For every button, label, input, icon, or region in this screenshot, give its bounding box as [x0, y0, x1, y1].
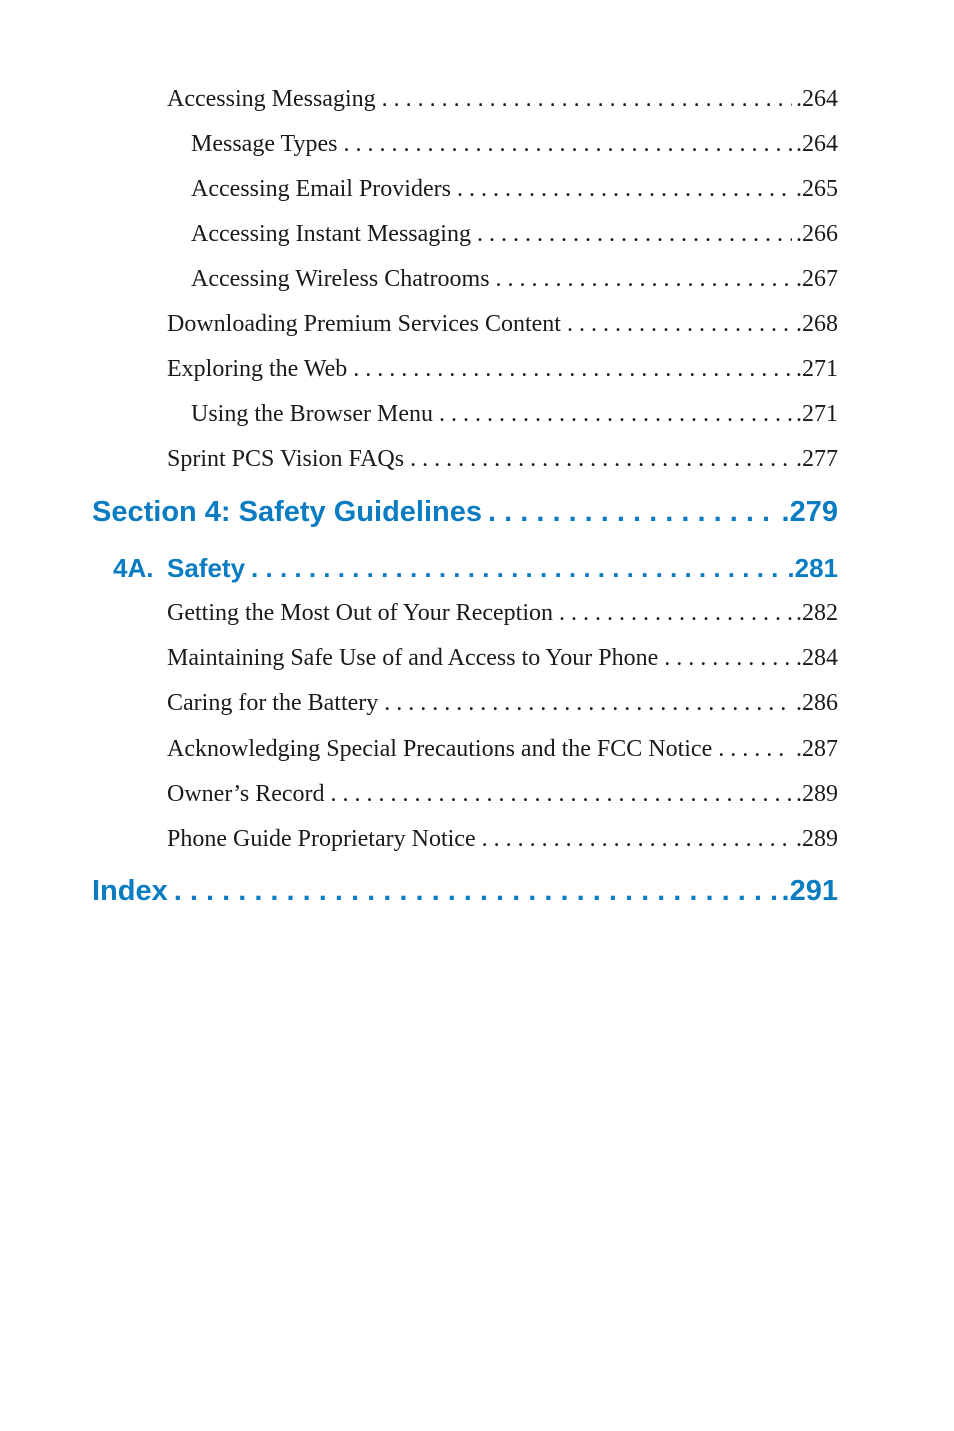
toc-entry-vision-faqs[interactable] — [167, 446, 838, 473]
toc-entry-downloading-premium-services[interactable] — [167, 311, 838, 338]
toc-page-number: .277 — [796, 446, 838, 472]
toc-entry-safe-use[interactable] — [167, 645, 838, 672]
toc-chapter-heading — [113, 553, 245, 584]
toc-page-number: .287 — [796, 736, 838, 762]
toc-page-number: .286 — [796, 690, 838, 716]
dot-leader — [482, 826, 792, 853]
toc-entry-using-browser-menu[interactable] — [191, 401, 838, 428]
toc-chapter-label: Safety — [167, 553, 246, 583]
toc-page-number: .289 — [796, 781, 838, 807]
dot-leader — [344, 131, 792, 158]
toc-entry-label: Accessing Email Providers — [191, 176, 451, 202]
toc-page-number: .265 — [796, 176, 838, 202]
dot-leader — [384, 690, 792, 717]
dot-leader — [382, 86, 792, 113]
toc-chapter-safety[interactable] — [113, 553, 838, 584]
dot-leader — [567, 311, 792, 338]
toc-page-number: .289 — [796, 826, 838, 852]
toc-page-number: .268 — [796, 311, 838, 337]
dot-leader — [251, 553, 783, 584]
toc-entry-label: Owner’s Record — [167, 781, 325, 807]
toc-entry-label: Downloading Premium Services Content — [167, 311, 561, 337]
toc-entry-label: Caring for the Battery — [167, 690, 379, 716]
toc-entry-label: Message Types — [191, 131, 338, 157]
toc-entry-reception[interactable] — [167, 600, 838, 627]
toc-page-number: .281 — [787, 553, 838, 583]
toc-page-number: .266 — [796, 221, 838, 247]
toc-section-safety-guidelines[interactable] — [92, 496, 838, 529]
dot-leader — [410, 446, 792, 473]
dot-leader — [331, 781, 792, 808]
toc-entry-label: Phone Guide Proprietary Notice — [167, 826, 476, 852]
toc-section-label: Section 4: Safety Guidelines — [92, 496, 482, 528]
toc-entry-label: Acknowledging Special Precautions and the FCC Notice — [167, 736, 713, 762]
toc-page-number: .264 — [796, 131, 838, 157]
toc-page-number: .264 — [796, 86, 838, 112]
dot-leader — [559, 600, 792, 627]
toc-section-index[interactable] — [92, 875, 838, 908]
dot-leader — [174, 875, 778, 908]
toc-page-number: .282 — [796, 600, 838, 626]
toc-entry-label: Exploring the Web — [167, 356, 348, 382]
toc-entry-label: Accessing Instant Messaging — [191, 221, 471, 247]
toc-page-number: .271 — [796, 401, 838, 427]
toc-page-number: .284 — [796, 645, 838, 671]
dot-leader — [664, 645, 792, 672]
toc-entry-owners-record[interactable] — [167, 781, 838, 808]
toc-entry-label: Accessing Messaging — [167, 86, 376, 112]
toc-entry-label: Getting the Most Out of Your Reception — [167, 600, 553, 626]
toc-page-number: .271 — [796, 356, 838, 382]
dot-leader — [457, 176, 792, 203]
dot-leader — [718, 736, 792, 763]
toc-entry-battery[interactable] — [167, 690, 838, 717]
toc-entry-label: Sprint PCS Vision FAQs — [167, 446, 405, 472]
toc-entry-accessing-instant-messaging[interactable] — [191, 221, 838, 248]
toc-page-number: .291 — [781, 875, 838, 907]
dot-leader — [439, 401, 792, 428]
toc-entry-accessing-wireless-chatrooms[interactable] — [191, 266, 838, 293]
toc-entry-label: Using the Browser Menu — [191, 401, 433, 427]
dot-leader — [353, 356, 792, 383]
toc-chapter-number: 4A. — [113, 553, 154, 583]
toc-entry-accessing-email-providers[interactable] — [191, 176, 838, 203]
toc-entry-label: Maintaining Safe Use of and Access to Your Phone — [167, 645, 659, 671]
toc-entry-proprietary-notice[interactable] — [167, 826, 838, 853]
toc-entry-label: Accessing Wireless Chatrooms — [191, 266, 490, 292]
toc-section-label: Index — [92, 875, 168, 907]
toc-page-number: .267 — [796, 266, 838, 292]
dot-leader — [496, 266, 792, 293]
toc-page-number: .279 — [781, 496, 838, 528]
dot-leader — [477, 221, 792, 248]
toc-entry-fcc-notice[interactable] — [167, 736, 838, 763]
toc-entry-message-types[interactable] — [191, 131, 838, 158]
toc-entry-accessing-messaging[interactable] — [167, 86, 838, 113]
dot-leader — [488, 496, 778, 529]
toc-entry-exploring-the-web[interactable] — [167, 356, 838, 383]
